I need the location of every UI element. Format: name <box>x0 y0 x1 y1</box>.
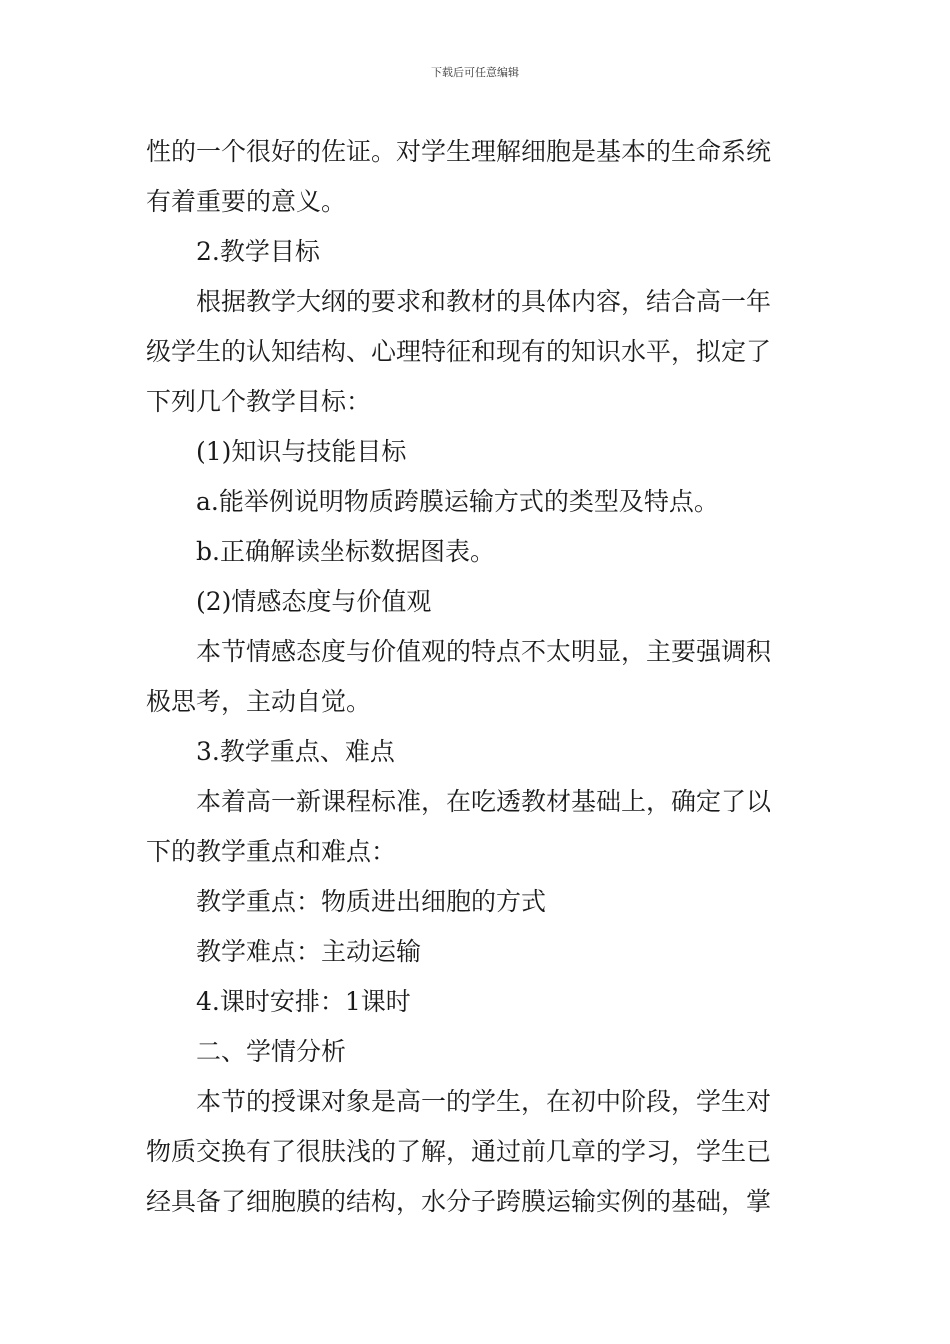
text-line: 下的教学重点和难点： <box>146 837 397 866</box>
section-heading: 3.教学重点、难点 <box>196 737 395 766</box>
section-heading: 4.课时安排：1课时 <box>196 987 411 1016</box>
text-line: 本节的授课对象是高一的学生，在初中阶段，学生对 <box>196 1087 772 1116</box>
text-line: 级学生的认知结构、心理特征和现有的知识水平，拟定了 <box>146 337 772 366</box>
subsection-heading: (2)情感态度与价值观 <box>196 587 432 616</box>
text-line: 根据教学大纲的要求和教材的具体内容，结合高一年 <box>196 287 772 316</box>
list-item: b.正确解读坐标数据图表。 <box>196 537 495 566</box>
list-item: a.能举例说明物质跨膜运输方式的类型及特点。 <box>196 487 719 516</box>
page-header: 下载后可任意编辑 <box>431 66 519 79</box>
section-heading: 2.教学目标 <box>196 237 320 266</box>
text-line: 性的一个很好的佐证。对学生理解细胞是基本的生命系统 <box>146 137 772 166</box>
text-line: 本节情感态度与价值观的特点不太明显，主要强调积 <box>196 637 772 666</box>
subsection-heading: (1)知识与技能目标 <box>196 437 407 466</box>
text-line: 本着高一新课程标准，在吃透教材基础上，确定了以 <box>196 787 772 816</box>
text-line: 物质交换有了很肤浅的了解，通过前几章的学习，学生已 <box>146 1137 772 1166</box>
text-line: 教学难点：主动运输 <box>196 937 422 966</box>
document-body <box>146 127 808 1227</box>
text-line: 下列几个教学目标： <box>146 387 372 416</box>
text-line: 教学重点：物质进出细胞的方式 <box>196 887 547 916</box>
text-line: 有着重要的意义。 <box>146 187 347 216</box>
text-line: 经具备了细胞膜的结构，水分子跨膜运输实例的基础，掌 <box>146 1187 772 1216</box>
section-heading: 二、学情分析 <box>196 1037 347 1066</box>
text-line: 极思考，主动自觉。 <box>146 687 372 716</box>
